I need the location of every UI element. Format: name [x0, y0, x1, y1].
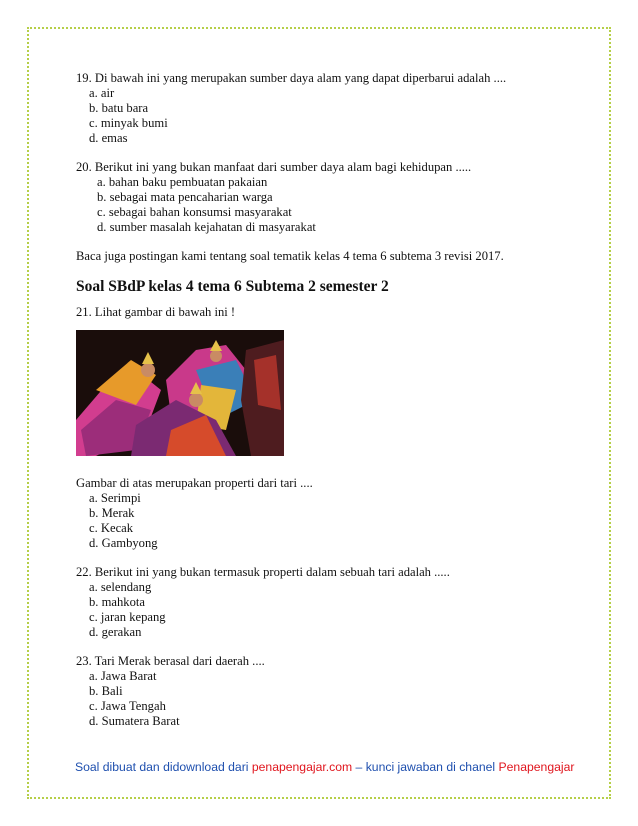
option-20b: b. sebagai mata pencaharian warga — [97, 190, 273, 204]
option-23a: a. Jawa Barat — [89, 669, 157, 683]
question-23: 23. Tari Merak berasal dari daerah .... — [76, 654, 265, 668]
option-22c: c. jaran kepang — [89, 610, 166, 624]
option-21c: c. Kecak — [89, 521, 134, 535]
read-also-note: Baca juga postingan kami tentang soal tematik kelas 4 tema 6 subtema 3 revisi 2017. — [76, 249, 504, 263]
option-20c: c. sebagai bahan konsumsi masyarakat — [97, 205, 292, 219]
option-19d: d. emas — [89, 131, 128, 145]
option-23c: c. Jawa Tengah — [89, 699, 166, 713]
footer-text-2: – kunci jawaban di chanel — [352, 760, 499, 774]
option-19c: c. minyak bumi — [89, 116, 168, 130]
question-22: 22. Berikut ini yang bukan termasuk properti dalam sebuah tari adalah ..... — [76, 565, 450, 579]
footer-channel-link[interactable]: Penapengajar — [498, 760, 575, 774]
option-20d: d. sumber masalah kejahatan di masyarakat — [97, 220, 316, 234]
question-21: 21. Lihat gambar di bawah ini ! — [76, 305, 236, 319]
question-21-caption: Gambar di atas merupakan properti dari tari .... — [76, 476, 313, 490]
option-19b: b. batu bara — [89, 101, 149, 115]
option-22a: a. selendang — [89, 580, 152, 594]
question-20: 20. Berikut ini yang bukan manfaat dari sumber daya alam bagi kehidupan ..... — [76, 160, 472, 174]
peacock-dance-photo — [76, 330, 284, 456]
option-21a: a. Serimpi — [89, 491, 141, 505]
footer-text-1: Soal dibuat dan didownload dari — [75, 760, 252, 774]
option-20a: a. bahan baku pembuatan pakaian — [97, 175, 268, 189]
footer-credit — [75, 760, 575, 774]
option-23d: d. Sumatera Barat — [89, 714, 180, 728]
option-23b: b. Bali — [89, 684, 123, 698]
footer-site-link[interactable]: penapengajar.com — [251, 760, 353, 774]
option-21b: b. Merak — [89, 506, 135, 520]
option-19a: a. air — [89, 86, 115, 100]
option-22b: b. mahkota — [89, 595, 145, 609]
option-21d: d. Gambyong — [89, 536, 158, 550]
section-heading: Soal SBdP kelas 4 tema 6 Subtema 2 semester 2 — [76, 278, 389, 295]
question-19: 19. Di bawah ini yang merupakan sumber daya alam yang dapat diperbarui adalah .... — [76, 71, 507, 85]
option-22d: d. gerakan — [89, 625, 142, 639]
document-body — [76, 71, 556, 729]
